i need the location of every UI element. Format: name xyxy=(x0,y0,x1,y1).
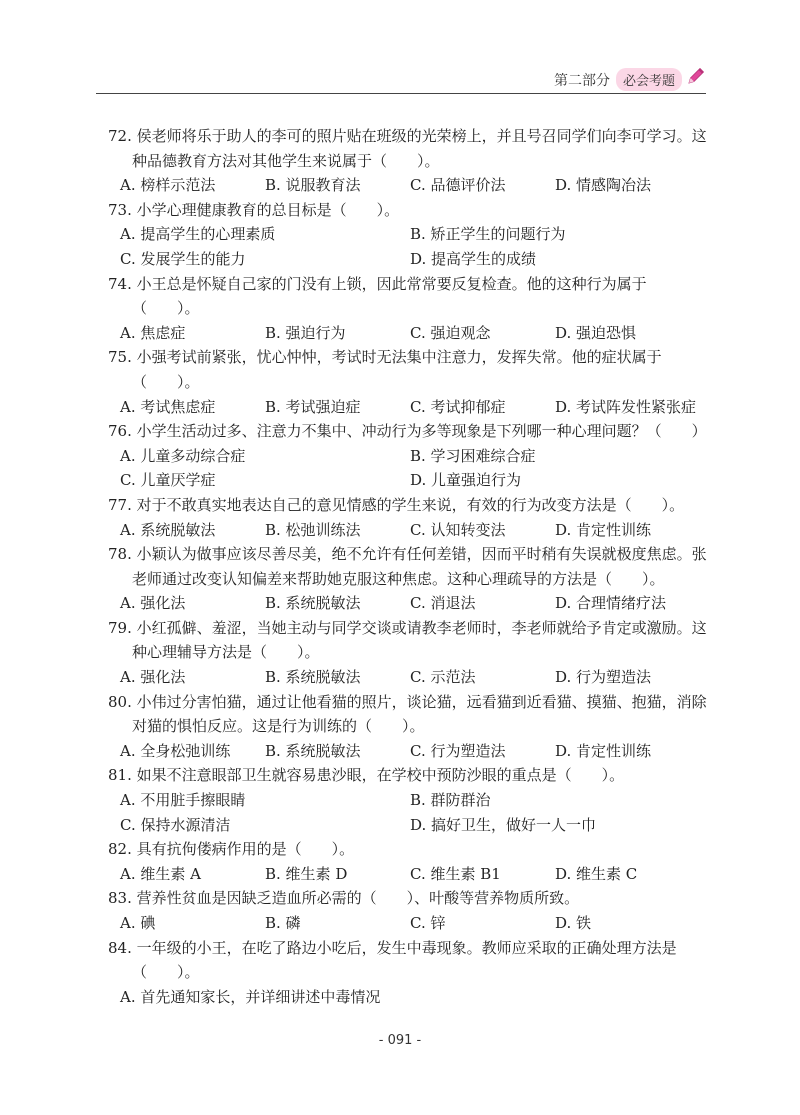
question-text: 81. 如果不注意眼部卫生就容易患沙眼，在学校中预防沙眼的重点是（ ）。 xyxy=(108,766,625,785)
question-item xyxy=(108,198,708,272)
question-text: 76. 小学生活动过多、注意力不集中、冲动行为多等现象是下列哪一种心理问题？（ ） xyxy=(108,422,707,441)
answer-option: D. 维生素 C xyxy=(555,864,638,883)
answer-option: B. 考试强迫症 xyxy=(265,397,361,416)
answer-option: C. 示范法 xyxy=(410,668,476,687)
answer-option: D. 情感陶冶法 xyxy=(555,176,652,195)
question-item xyxy=(108,419,708,493)
question-options xyxy=(108,788,708,837)
question-text: 73. 小学心理健康教育的总目标是（ ）。 xyxy=(108,200,400,219)
answer-option: A. 首先通知家长，并详细讲述中毒情况 xyxy=(120,987,381,1006)
question-options xyxy=(108,518,708,543)
answer-option: D. 儿童强迫行为 xyxy=(410,471,522,490)
answer-option: A. 焦虑症 xyxy=(120,323,186,342)
answer-option: A. 全身松弛训练 xyxy=(120,741,231,760)
question-options xyxy=(108,862,708,887)
answer-option: A. 强化法 xyxy=(120,594,186,613)
answer-option: C. 儿童厌学症 xyxy=(120,471,216,490)
answer-option: C. 保持水源清洁 xyxy=(120,815,231,834)
answer-option: C. 维生素 B1 xyxy=(410,864,501,883)
question-options xyxy=(108,321,708,346)
question-text: 80. 小伟过分害怕猫，通过让他看猫的照片，谈论猫，远看猫到近看猫、摸猫、抱猫，消除对猫的惧怕反应。这是行为训练的（ ）。 xyxy=(108,692,707,736)
answer-option: A. 考试焦虑症 xyxy=(120,397,216,416)
question-options xyxy=(108,395,708,420)
page-number: - 091 - xyxy=(378,1033,422,1048)
answer-option: A. 维生素 A xyxy=(120,864,201,883)
answer-option: A. 不用脏手擦眼睛 xyxy=(120,791,246,810)
answer-option: B. 松弛训练法 xyxy=(265,520,361,539)
answer-option: B. 强迫行为 xyxy=(265,323,346,342)
question-text: 72. 侯老师将乐于助人的李可的照片贴在班级的光荣榜上，并且号召同学们向李可学习。这种品德教育方法对其他学生来说属于（ ）。 xyxy=(108,127,707,170)
answer-option: B. 矫正学生的问题行为 xyxy=(410,225,566,244)
answer-option: B. 系统脱敏法 xyxy=(265,668,361,687)
question-options xyxy=(108,911,708,936)
answer-option: C. 消退法 xyxy=(410,594,476,613)
question-options xyxy=(108,222,708,271)
answer-option: B. 系统脱敏法 xyxy=(265,741,361,760)
question-text: 78. 小颖认为做事应该尽善尽美，绝不允许有任何差错，因而平时稍有失误就极度焦虑。张老师通过改变认知偏差来帮助她克服这种焦虑。这种心理疏导的方法是（ ）。 xyxy=(108,545,707,588)
question-item xyxy=(108,936,708,1010)
question-item xyxy=(108,493,708,542)
answer-option: D. 合理情绪疗法 xyxy=(555,594,667,613)
question-text: 83. 营养性贫血是因缺乏造血所必需的（ ）、叶酸等营养物质所致。 xyxy=(108,889,580,908)
answer-option: D. 铁 xyxy=(555,914,592,932)
answer-option: D. 搞好卫生，做好一人一巾 xyxy=(410,815,597,834)
answer-option: C. 认知转变法 xyxy=(410,520,506,539)
section-badge: 必会考题 xyxy=(616,68,682,91)
question-item xyxy=(108,690,708,764)
question-item xyxy=(108,616,708,690)
pencil-icon xyxy=(686,66,706,86)
question-item xyxy=(108,542,708,616)
answer-option: C. 考试抑郁症 xyxy=(410,397,506,416)
question-item xyxy=(108,886,708,935)
answer-option: D. 行为塑造法 xyxy=(555,668,652,687)
question-item xyxy=(108,272,708,346)
question-text: 75. 小强考试前紧张，忧心忡忡，考试时无法集中注意力，发挥失常。他的症状属于（ ）。 xyxy=(108,348,662,391)
answer-option: A. 榜样示范法 xyxy=(120,176,216,195)
page-header xyxy=(96,62,706,94)
answer-option: D. 肯定性训练 xyxy=(555,520,652,539)
section-part-label: 第二部分 xyxy=(554,73,610,89)
question-list xyxy=(108,124,708,1009)
question-options xyxy=(108,739,708,764)
question-text: 74. 小王总是怀疑自己家的门没有上锁，因此常常要反复检查。他的这种行为属于（ ）。 xyxy=(108,274,647,318)
answer-option: D. 考试阵发性紧张症 xyxy=(555,397,697,416)
answer-option: A. 儿童多动综合症 xyxy=(120,446,246,465)
question-item xyxy=(108,763,708,837)
answer-option: B. 磷 xyxy=(265,914,301,932)
question-options xyxy=(108,591,708,616)
answer-option: C. 锌 xyxy=(410,914,446,932)
answer-option: B. 系统脱敏法 xyxy=(265,594,361,613)
answer-option: C. 强迫观念 xyxy=(410,323,491,342)
question-text: 82. 具有抗佝偻病作用的是（ ）。 xyxy=(108,840,355,859)
question-item xyxy=(108,124,708,198)
answer-option: C. 品德评价法 xyxy=(410,176,506,195)
question-text: 79. 小红孤僻、羞涩，当她主动与同学交谈或请教李老师时，李老师就给予肯定或激励。这种心理辅导方法是（ ）。 xyxy=(108,618,707,662)
answer-option: D. 强迫恐惧 xyxy=(555,323,637,342)
question-text: 84. 一年级的小王，在吃了路边小吃后，发生中毒现象。教师应采取的正确处理方法是（ ）。 xyxy=(108,938,677,982)
answer-option: D. 提高学生的成绩 xyxy=(410,249,537,268)
answer-option: B. 维生素 D xyxy=(265,864,348,883)
answer-option: B. 群防群治 xyxy=(410,791,491,810)
answer-option: D. 肯定性训练 xyxy=(555,741,652,760)
question-text: 77. 对于不敢真实地表达自己的意见情感的学生来说，有效的行为改变方法是（ ）。 xyxy=(108,495,685,514)
question-item xyxy=(108,837,708,886)
question-options xyxy=(108,985,708,1010)
question-options xyxy=(108,444,708,493)
answer-option: A. 碘 xyxy=(120,914,156,932)
answer-option: A. 提高学生的心理素质 xyxy=(120,225,276,244)
answer-option: C. 行为塑造法 xyxy=(410,741,506,760)
question-options xyxy=(108,173,708,198)
answer-option: B. 学习困难综合症 xyxy=(410,446,536,465)
question-item xyxy=(108,345,708,419)
answer-option: A. 强化法 xyxy=(120,668,186,687)
answer-option: B. 说服教育法 xyxy=(265,176,361,195)
answer-option: A. 系统脱敏法 xyxy=(120,520,216,539)
question-options xyxy=(108,665,708,690)
answer-option: C. 发展学生的能力 xyxy=(120,249,246,268)
